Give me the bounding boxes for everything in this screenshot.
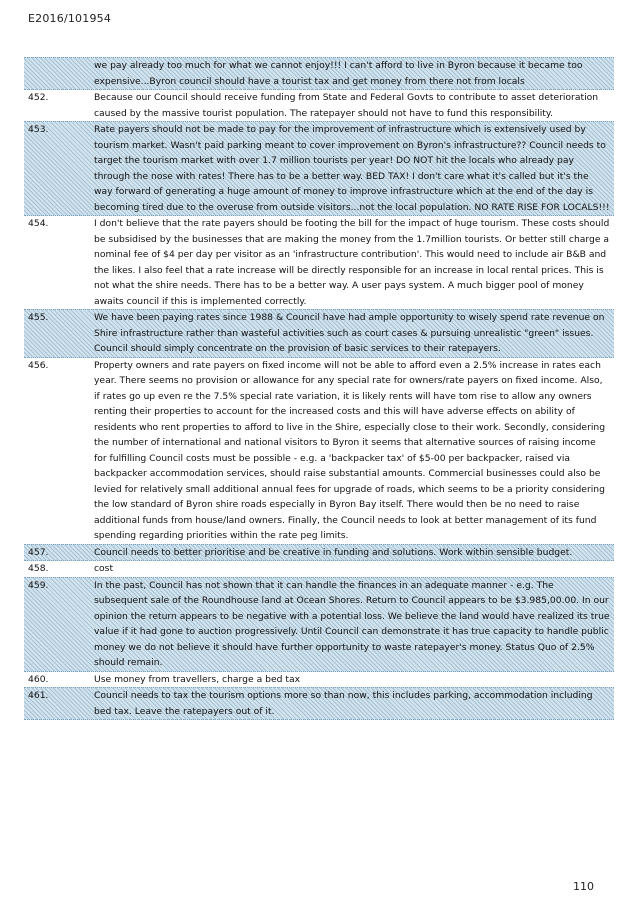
entry-number: 452. xyxy=(28,92,49,103)
entry-text: Property owners and rate payers on fixed income will not be able to afford even a 2.5% increase in rates each year. There seems no provision or allowance for any special rate for owners/rate payers on fixed income. Also, if rates go up even re the 7.5% special rate variation, it is likely rents will have tom rise to allow any owners renting their properties to account for the increased costs and this will have adverse effects on ability of residents who rent properties to afford to live in the Shire, especially close to their work. Secondly, considering the number of international and national visitors to Byron it seems that alternative sources of raising income for fulfilling Council costs must be possible - e.g. a 'backpacker tax' of $5-00 per backpacker, raised via backpacker accommodation services, should raise substantial amounts. Commercial businesses could also be levied for relatively small additional annual fees for upgrade of roads, which seems to be a priority considering the low standard of Byron shire roads especially in Byron Bay itself. There would then be no need to raise additional funds from house/land owners. Finally, the Council needs to look at better management of its fund spending regarding priorities within the rate peg limits. xyxy=(94,359,606,541)
submission-entry xyxy=(24,577,614,672)
submission-entry xyxy=(24,544,614,562)
entry-number: 455. xyxy=(28,312,49,323)
document-reference: E2016/101954 xyxy=(28,12,112,25)
entry-text: In the past, Council has not shown that it can handle the finances in an adequate manner - e.g. The subsequent sale of the Roundhouse land at Ocean Shores. Return to Council appears to be $3.985,00.00. In our opinion the return appears to be negative with a potential loss. We believe the land would have realized its true value if it had gone to auction progressively. Until Council can demonstrate it has true capacity to handle public money we do not believe it should have further opportunity to waste ratepayer's money. Status Quo of 2.5% should remain. xyxy=(94,579,610,668)
entry-text: we pay already too much for what we cannot enjoy!!! I can't afford to live in Byron because it became too expensive...Byron council should have a tourist tax and get money from there not from locals xyxy=(94,60,583,87)
entry-number: 461. xyxy=(28,690,49,701)
entry-number: 457. xyxy=(28,546,49,558)
entry-text: We have been paying rates since 1988 & Council have had ample opportunity to wisely spend rate revenue on Shire infrastructure rather than wasteful activities such as court cases & pursuing unrealistic "green" issues. Council should simply concentrate on the provision of basic services to their ratepayers. xyxy=(94,312,605,354)
entry-text: Use money from travellers, charge a bed tax xyxy=(94,673,301,685)
page-number: 110 xyxy=(573,880,594,893)
submission-entry xyxy=(24,358,614,544)
entry-number: 453. xyxy=(28,124,49,135)
submission-entry xyxy=(24,561,614,577)
submission-entry xyxy=(24,309,614,358)
submission-entry xyxy=(24,57,614,90)
submission-entry xyxy=(24,90,614,121)
entry-text: Council needs to better prioritise and be creative in funding and solutions. Work within sensible budget. xyxy=(94,546,573,558)
entry-number: 460. xyxy=(28,673,49,685)
submission-entry xyxy=(24,672,614,688)
submission-list xyxy=(24,57,614,720)
entry-text: I don't believe that the rate payers should be footing the bill for the impact of huge tourism. These costs should be subsidised by the businesses that are making the money from the 1.7million tourists. Or better still charge a nominal fee of $4 per day per visitor as an 'infrastructure contribution'. This would need to include air B&B and the likes. I also feel that a rate increase will be directly responsible for an increase in local rental prices. This is not what the shire needs. There has to be a better way. A user pays system. A much bigger pool of money awaits council if this is implemented correctly. xyxy=(94,218,610,307)
submission-entry xyxy=(24,121,614,216)
entry-text: Because our Council should receive funding from State and Federal Govts to contribute to asset deterioration caused by the massive tourist population. The ratepayer should not have to fund this responsibility. xyxy=(94,92,599,119)
entry-number: 459. xyxy=(28,579,49,591)
entry-number: 458. xyxy=(28,563,49,574)
entry-text: Council needs to tax the tourism options more so than now, this includes parking, accommodation including bed tax. Leave the ratepayers out of it. xyxy=(94,690,593,717)
entry-text: cost xyxy=(94,563,114,574)
submission-entry xyxy=(24,216,614,309)
entry-text: Rate payers should not be made to pay for the improvement of infrastructure which is extensively used by tourism market. Wasn't paid parking meant to cover improvement on Byron's infrastructure?? Council needs to target the tourism market with over 1.7 million tourists per year! DO NOT hit the locals who already pay through the nose with rates! There has to be a better way. BED TAX! I don't care what it's called but it's the way forward of generating a huge amount of money to improve infrastructure which at the end of the day is becoming tired due to the overuse from outside visitors...not the local population. NO RATE RISE FOR LOCALS!!! xyxy=(94,124,610,213)
entry-number: 454. xyxy=(28,218,49,229)
submission-entry xyxy=(24,687,614,720)
entry-number: 456. xyxy=(28,359,49,371)
